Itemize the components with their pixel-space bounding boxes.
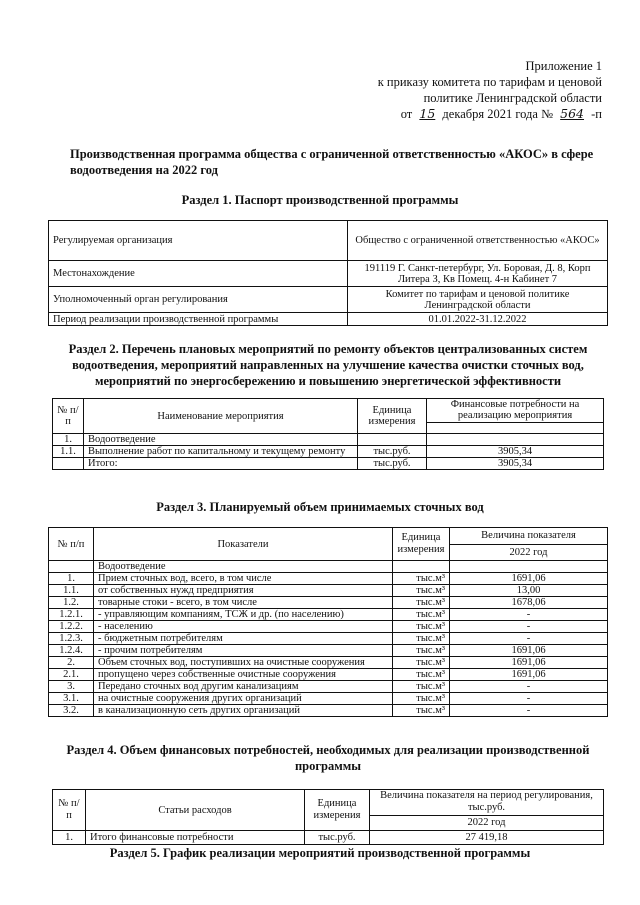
row-unit: тыс.м³ (393, 597, 450, 609)
passport-label: Местонахождение (49, 261, 348, 287)
table-row (53, 458, 604, 470)
row-value: 1691,06 (450, 645, 608, 657)
passport-value: 01.01.2022-31.12.2022 (348, 313, 608, 326)
row-value: 27 419,18 (370, 831, 604, 845)
row-num: 1.2.2. (49, 621, 94, 633)
row-unit (358, 434, 427, 446)
row-value: 3905,34 (427, 458, 604, 470)
row-num: 3.1. (49, 693, 94, 705)
table-row (49, 609, 608, 621)
appendix-date-line (378, 106, 602, 122)
col-unit-header: Единица измерения (358, 399, 427, 434)
col-need-header: Финансовые потребности на реализацию мероприятия (427, 399, 604, 423)
row-value (427, 434, 604, 446)
row-unit: тыс.м³ (393, 609, 450, 621)
table-row (49, 621, 608, 633)
table-header-row (53, 790, 604, 816)
row-num: 1.1. (49, 585, 94, 597)
passport-label: Уполномоченный орган регулирования (49, 287, 348, 313)
col-num-header: № п/п (49, 528, 94, 561)
table-header-row (53, 399, 604, 423)
col-num-header: № п/п (53, 790, 86, 831)
row-name: Водоотведение (94, 561, 393, 573)
row-unit: тыс.руб. (305, 831, 370, 845)
row-name: - прочим потребителям (94, 645, 393, 657)
row-name: - бюджетным потребителям (94, 633, 393, 645)
table-row (49, 645, 608, 657)
row-name: - управляющим компаниям, ТСЖ и др. (по населению) (94, 609, 393, 621)
row-value: 1691,06 (450, 657, 608, 669)
row-value: 13,00 (450, 585, 608, 597)
col-name-header: Статьи расходов (86, 790, 305, 831)
col-num-header: № п/п (53, 399, 84, 434)
row-value: - (450, 621, 608, 633)
row-name: Прием сточных вод, всего, в том числе (94, 573, 393, 585)
row-unit: тыс.м³ (393, 585, 450, 597)
row-value: - (450, 705, 608, 717)
row-num: 1.2.1. (49, 609, 94, 621)
section5-heading: Раздел 5. График реализации мероприятий производственной программы (109, 846, 531, 860)
row-name: в канализационную сеть других организаций (94, 705, 393, 717)
order-number: 564 (560, 106, 585, 121)
row-unit: тыс.м³ (393, 573, 450, 585)
passport-label: Регулируемая организация (49, 221, 348, 261)
section1-heading: Раздел 1. Паспорт производственной программы (181, 193, 459, 207)
row-num: 1. (49, 573, 94, 585)
col-year-header: 2022 год (450, 544, 608, 561)
row-num (53, 458, 84, 470)
passport-value: Комитет по тарифам и ценовой политике Ленинградской области (348, 287, 608, 313)
row-num: 1. (53, 831, 86, 845)
row-value: - (450, 609, 608, 621)
row-value (450, 561, 608, 573)
row-name: Передано сточных вод другим канализациям (94, 681, 393, 693)
table-header-row (49, 528, 608, 545)
empty-cell (427, 422, 604, 433)
row-name: Итого финансовые потребности (86, 831, 305, 845)
row-name: - населению (94, 621, 393, 633)
col-value-header: Величина показателя (450, 528, 608, 545)
table-row (49, 597, 608, 609)
row-unit: тыс.м³ (393, 621, 450, 633)
row-unit: тыс.м³ (393, 681, 450, 693)
row-name: Водоотведение (84, 434, 358, 446)
wastewater-table (48, 527, 608, 717)
row-name: Объем сточных вод, поступивших на очистные сооружения (94, 657, 393, 669)
row-value: 1691,06 (450, 669, 608, 681)
appendix-header (378, 58, 602, 122)
section2-heading: Раздел 2. Перечень плановых мероприятий по ремонту объектов централизованных систем водоотведения, мероприятий направленных на улучшение качества очистки сточных вод, мероприятий по энергосбережению и повышению энергетической эффективности (68, 342, 588, 388)
table-row (49, 681, 608, 693)
row-num: 3. (49, 681, 94, 693)
row-name: на очистные сооружения других организаций (94, 693, 393, 705)
date-mid: декабря 2021 года № (442, 107, 554, 121)
table-row (49, 705, 608, 717)
table-row (49, 669, 608, 681)
table-row (49, 573, 608, 585)
row-name: товарные стоки - всего, в том числе (94, 597, 393, 609)
table-row (49, 313, 608, 326)
row-name: Выполнение работ по капитальному и текущему ремонту (84, 446, 358, 458)
table-row (49, 287, 608, 313)
col-year-header: 2022 год (370, 815, 604, 830)
table-row (49, 585, 608, 597)
row-unit: тыс.м³ (393, 669, 450, 681)
measures-table (52, 398, 604, 470)
row-value: 1691,06 (450, 573, 608, 585)
passport-value: Общество с ограниченной ответственностью «АКОС» (348, 221, 608, 261)
row-unit: тыс.руб. (358, 446, 427, 458)
row-unit: тыс.м³ (393, 657, 450, 669)
table-row (49, 693, 608, 705)
table-row (49, 221, 608, 261)
appendix-line-3: политике Ленинградской области (423, 91, 602, 105)
row-name: от собственных нужд предприятия (94, 585, 393, 597)
row-unit: тыс.м³ (393, 633, 450, 645)
passport-table (48, 220, 608, 326)
row-value: - (450, 693, 608, 705)
row-value: - (450, 633, 608, 645)
appendix-line-2: к приказу комитета по тарифам и ценовой (377, 75, 602, 89)
row-num: 1.2. (49, 597, 94, 609)
row-unit: тыс.м³ (393, 705, 450, 717)
col-value-header: Величина показателя на период регулирования, тыс.руб. (370, 790, 604, 816)
row-unit: тыс.м³ (393, 645, 450, 657)
col-unit-header: Единица измерения (305, 790, 370, 831)
table-row (49, 261, 608, 287)
row-num (49, 561, 94, 573)
row-name: Итого: (84, 458, 358, 470)
table-row (49, 633, 608, 645)
table-row (53, 434, 604, 446)
date-prefix: от (400, 107, 413, 121)
col-name-header: Показатели (94, 528, 393, 561)
appendix-line-1: Приложение 1 (525, 59, 602, 73)
finance-table (52, 789, 604, 845)
row-unit: тыс.м³ (393, 693, 450, 705)
row-num: 1.2.3. (49, 633, 94, 645)
table-row (53, 446, 604, 458)
row-value: - (450, 681, 608, 693)
row-num: 1.1. (53, 446, 84, 458)
row-name: пропущено через собственные очистные сооружения (94, 669, 393, 681)
table-row (49, 657, 608, 669)
row-num: 1.2.4. (49, 645, 94, 657)
row-unit (393, 561, 450, 573)
table-row (53, 831, 604, 845)
order-suffix: -п (591, 107, 602, 121)
row-value: 3905,34 (427, 446, 604, 458)
section4-heading: Раздел 4. Объем финансовых потребностей, необходимых для реализации производственной программы (66, 743, 590, 773)
row-value: 1678,06 (450, 597, 608, 609)
order-day: 15 (419, 106, 436, 121)
row-num: 2.1. (49, 669, 94, 681)
table-row (49, 561, 608, 573)
col-name-header: Наименование мероприятия (84, 399, 358, 434)
row-unit: тыс.руб. (358, 458, 427, 470)
passport-label: Период реализации производственной программы (49, 313, 348, 326)
row-num: 2. (49, 657, 94, 669)
col-unit-header: Единица измерения (393, 528, 450, 561)
document-title: Производственная программа общества с ограниченной ответственностью «АКОС» в сфере водоотведения на 2022 год (70, 147, 594, 177)
passport-value: 191119 Г. Санкт-петербург, Ул. Боровая, Д. 8, Корп Литера З, Кв Помещ. 4-н Кабинет 7 (348, 261, 608, 287)
section3-heading: Раздел 3. Планируемый объем принимаемых сточных вод (156, 500, 484, 514)
row-num: 3.2. (49, 705, 94, 717)
row-num: 1. (53, 434, 84, 446)
